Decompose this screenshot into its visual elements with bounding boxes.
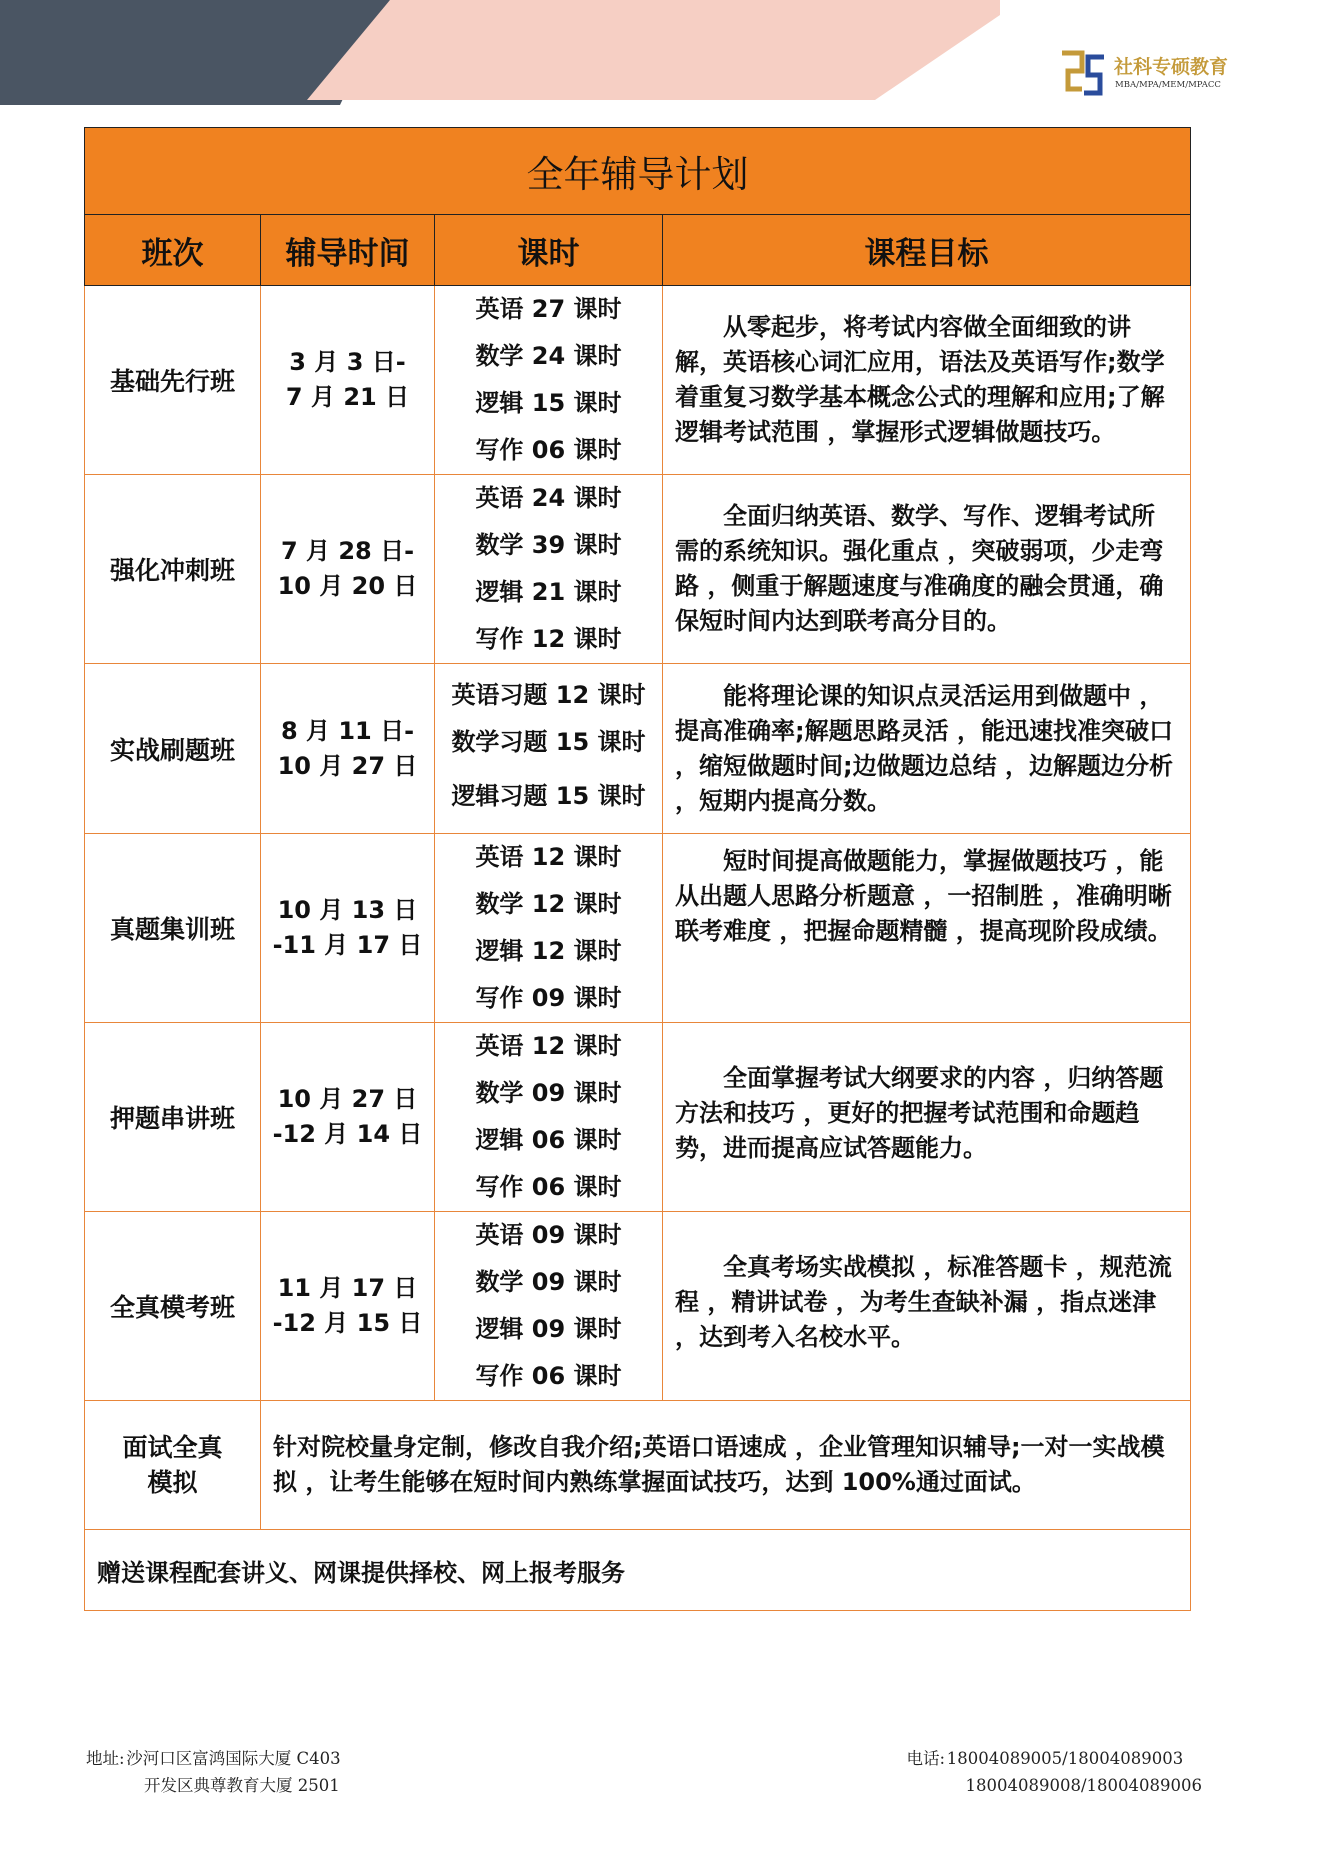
class-name: 实战刷题班 [85,664,261,834]
header-hours: 课时 [435,215,663,286]
interview-class-line: 面试全真 [122,1433,223,1462]
brand-logo [1058,50,1258,100]
hours-item: 数学 09 课时 [475,1268,622,1296]
logo-icon [1058,50,1108,96]
plan-table [84,127,1191,1611]
footer-address [86,1745,341,1799]
goal-text: 从零起步，将考试内容做全面细致的讲解，英语核心词汇应用，语法及英语写作;数学着重复习数学基本概念公式的理解和应用;了解逻辑考试范围 ，掌握形式逻辑做题技巧。 [675,313,1165,446]
date-start: 3 月 3 日- [289,348,406,376]
hours-item: 数学 12 课时 [475,890,622,918]
date-start: 10 月 27 日 [277,1085,418,1113]
class-name: 押题串讲班 [85,1023,261,1212]
title-row [85,128,1191,215]
table-row [85,1023,1191,1212]
interview-text: 针对院校量身定制，修改自我介绍;英语口语速成 ，企业管理知识辅导;一对一实战模拟 ，让考生能够在短时间内熟练掌握面试技巧，达到 100%通过面试。 [261,1401,1191,1530]
hours-item: 英语 12 课时 [475,843,622,871]
date-end: -12 月 15 日 [272,1309,423,1337]
hours-item: 数学习题 15 课时 [451,727,646,756]
class-hours [435,834,663,1023]
class-hours [435,475,663,664]
hours-item: 写作 12 课时 [475,625,622,653]
hours-item: 逻辑习题 15 课时 [451,781,646,810]
hours-item: 数学 09 课时 [475,1079,622,1107]
hours-item: 写作 06 课时 [475,436,622,464]
hours-item: 写作 09 课时 [475,984,622,1012]
date-end: -12 月 14 日 [272,1120,423,1148]
class-goal [663,286,1191,475]
date-start: 8 月 11 日- [280,716,415,745]
hours-item: 英语 09 课时 [475,1221,622,1249]
logo-name: 社科专硕教育 [1114,56,1229,78]
goal-text: 全面掌握考试大纲要求的内容 ，归纳答题方法和技巧 ，更好的把握考试范围和命题趋势，进而提高应试答题能力。 [675,1064,1164,1162]
table-row [85,664,1191,834]
footer-phone [906,1745,1202,1799]
header-goal: 课程目标 [663,215,1191,286]
hours-item: 写作 06 课时 [475,1362,622,1390]
class-goal [663,664,1191,834]
date-start: 7 月 28 日- [280,537,415,565]
class-hours [435,664,663,834]
header-row [85,215,1191,286]
class-name: 强化冲刺班 [85,475,261,664]
goal-text: 短时间提高做题能力，掌握做题技巧 ，能从出题人思路分析题意 ，一招制胜 ，准确明晰联考难度 ，把握命题精髓 ，提高现阶段成绩。 [675,847,1172,945]
class-goal [663,475,1191,664]
table-row [85,475,1191,664]
goal-text: 全面归纳英语、数学、写作、逻辑考试所需的系统知识。强化重点 ，突破弱项，少走弯路 ，侧重于解题速度与准确度的融会贯通，确保短时间内达到联考高分目的。 [675,502,1164,635]
class-hours [435,286,663,475]
class-date [261,286,435,475]
class-date [261,834,435,1023]
table-row [85,1212,1191,1401]
class-goal [663,834,1191,1023]
class-goal [663,1023,1191,1212]
class-hours [435,1212,663,1401]
class-hours [435,1023,663,1212]
hours-item: 逻辑 09 课时 [475,1315,622,1343]
logo-subtitle: MBA/MPA/MEM/MPACC [1115,80,1221,90]
hours-item: 逻辑 12 课时 [475,937,622,965]
address-line-2: 开发区典尊教育大厦 2501 [144,1776,340,1795]
gift-text: 赠送课程配套讲义、网课提供择校、网上报考服务 [85,1530,1191,1611]
class-name: 真题集训班 [85,834,261,1023]
hours-item: 英语 12 课时 [475,1032,622,1060]
hours-item: 逻辑 06 课时 [475,1126,622,1154]
hours-item: 逻辑 15 课时 [475,389,622,417]
interview-row [85,1401,1191,1530]
date-start: 11 月 17 日 [277,1274,418,1302]
header-time: 辅导时间 [261,215,435,286]
class-goal [663,1212,1191,1401]
hours-item: 英语 24 课时 [475,484,622,512]
hours-item: 英语 27 课时 [475,295,622,323]
table-row [85,286,1191,475]
phone-line-2: 18004089008/18004089006 [965,1776,1202,1795]
goal-text: 全真考场实战模拟 ，标准答题卡 ，规范流程 ，精讲试卷 ，为考生查缺补漏 ，指点迷津 ，达到考入名校水平。 [675,1253,1172,1351]
phone-label: 电话: [906,1749,946,1768]
address-line-1: 沙河口区富鸿国际大厦 C403 [126,1749,341,1768]
date-end: 10 月 27 日 [277,751,418,780]
table-row [85,834,1191,1023]
interview-class [85,1401,261,1530]
class-name: 全真模考班 [85,1212,261,1401]
phone-line-1: 18004089005/18004089003 [946,1749,1184,1768]
class-name: 基础先行班 [85,286,261,475]
interview-class-line: 模拟 [147,1468,198,1497]
hours-item: 数学 24 课时 [475,342,622,370]
goal-text: 能将理论课的知识点灵活运用到做题中 ，提高准确率;解题思路灵活 ，能迅速找准突破口 ，缩短做题时间;边做题边总结 ，边解题边分析 ，短期内提高分数。 [675,681,1173,815]
hours-item: 写作 06 课时 [475,1173,622,1201]
class-date [261,1212,435,1401]
hours-item: 数学 39 课时 [475,531,622,559]
plan-title: 全年辅导计划 [85,128,1191,215]
date-end: 7 月 21 日 [285,383,410,411]
class-date [261,1023,435,1212]
hours-item: 逻辑 21 课时 [475,578,622,606]
hours-item: 英语习题 12 课时 [451,680,646,709]
date-end: 10 月 20 日 [277,572,418,600]
address-label: 地址: [86,1749,125,1768]
gift-row [85,1530,1191,1611]
date-end: -11 月 17 日 [272,931,423,959]
date-start: 10 月 13 日 [277,896,418,924]
class-date [261,475,435,664]
header-class: 班次 [85,215,261,286]
class-date [261,664,435,834]
